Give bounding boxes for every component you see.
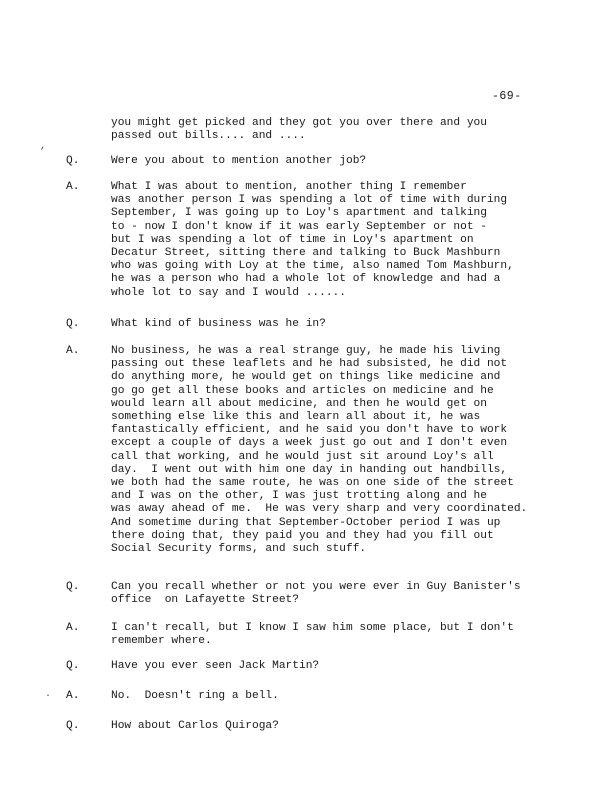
entry-text: No. Doesn't ring a bell. [111,690,279,702]
entry-text: Have you ever seen Jack Martin? [111,660,320,672]
speaker-label: A. [66,622,80,634]
entry-text: I can't recall, but I know I saw him some place, but I don't remember where. [111,622,514,648]
page-number: -69- [492,90,522,103]
speaker-label: A. [66,181,80,193]
margin-mark: , [40,141,47,152]
speaker-label: A. [66,690,80,702]
speaker-label: A. [66,345,80,357]
speaker-label: Q. [66,660,80,672]
speaker-label: Q. [66,581,80,593]
entry-text: Can you recall whether or not you were ever in Guy Banister's office on Lafayette Street? [111,581,521,607]
continued-answer: you might get picked and they got you over there and you passed out bills.... and .... [111,117,487,143]
speaker-label: Q. [66,720,80,732]
entry-text: No business, he was a real strange guy, he made his living passing out these leaflets and he had subsisted, he did not do anything more, he would get on things like medicine and go go get all these books and articles on medicine and he would learn all about medicine, and then he would get on something else like this and learn all about it, he was fantastically efficient, and he said you don't have to work except a couple of days a week just go out and I don't even call that working, and he would just sit around Loy's all day. I went out with him one day in handing out handbills, we both had the same route, he was on one side of the street and I was on the other, I was just trotting along and he was away ahead of me. He was very sharp and very coordinated. And sometime during that September-October period I was up there doing that, they paid you and they had you fill out Social Security forms, and such stuff. [111,345,528,556]
speaker-label: Q. [66,318,80,330]
entry-text: Were you about to mention another job? [111,155,367,167]
speaker-label: Q. [66,155,80,167]
entry-text: What I was about to mention, another thing I remember was another person I was spending a lot of time with during September, I was going up to Loy's apartment and talking to - now I don't know if it was early September or not - but I was spending a lot of time in Loy's apartment on Decatur Street, sitting there and talking to Buck Mashburn who was going with Loy at the time, also named Tom Mashburn, he was a person who had a whole lot of knowledge and had a whole lot to say and I would ...... [111,181,514,299]
margin-mark: · [45,691,52,702]
entry-text: How about Carlos Quiroga? [111,720,279,732]
entry-text: What kind of business was he in? [111,318,326,330]
